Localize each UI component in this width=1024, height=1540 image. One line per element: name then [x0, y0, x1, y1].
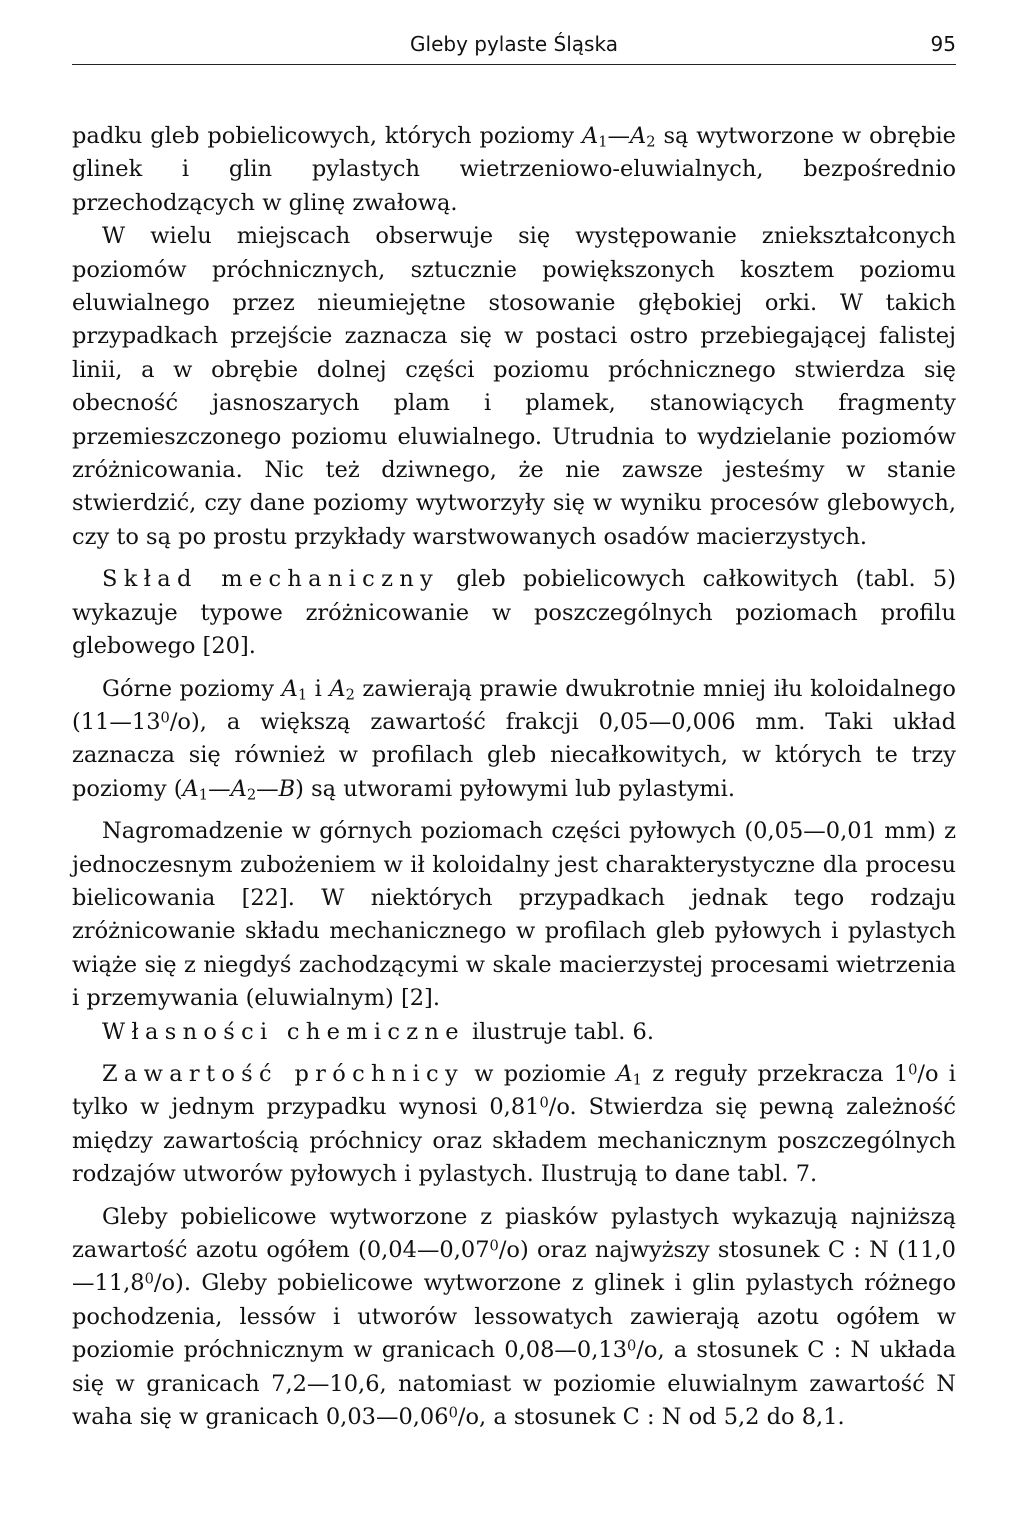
body-text: [72, 120, 956, 1434]
paragraph-1: padku gleb pobielicowych, których poziomy $A_1—A_2$ są wytworzone w obrębie glinek i glin pylastych wietrzeniowo-eluwialnych, bezpośrednio przechodzących w glinę zwałową.: [72, 123, 956, 216]
paragraph-7: Zawartość próchnicy w poziomie $A_1$ z reguły przekracza $1^0/o$ i tylko w jednym przypadku wynosi 0,81$^0$/o. Stwierdza się pewną zależność między zawartością próchnicy oraz składem mechanicznym poszczególnych rodzajów utworów pyłowych i pylastych. Ilustrują to dane tabl. 7.: [72, 1060, 956, 1188]
paragraph-5: Nagromadzenie w górnych poziomach części pyłowych (0,05—0,01 mm) z jednoczesnym zubożeniem w ił koloidalny jest charakterystyczne dla procesu bielicowania [22]. W niektórych przypadkach jednak tego rodzaju zróżnicowanie składu mechanicznego w profilach gleb pyłowych i pylastych wiąże się z niegdyś zachodzącymi w skale macierzystej procesami wietrzenia i przemywania (eluwialnym) [2].: [72, 818, 956, 1012]
running-title: Gleby pylaste Śląska: [410, 32, 618, 56]
running-header: [72, 30, 956, 62]
paragraph-6: Własności chemiczne ilustruje tabl. 6.: [102, 1018, 654, 1045]
paragraph-4: Górne poziomy $A_1$ i $A_2$ zawierają prawie dwukrotnie mniej iłu koloidalnego $(11—13^0/o)$, a większą zawartość frakcji 0,05—0,006 mm. Taki układ zaznacza się również w profilach gleb niecałkowitych, w których te trzy poziomy $(A_1—A_2—B)$ są utworami pyłowymi lub pylastymi.: [72, 675, 956, 804]
page: [72, 30, 956, 1431]
page-number: 95: [930, 32, 956, 56]
paragraph-2: W wielu miejscach obserwuje się występowanie zniekształconych poziomów próchnicznych, sztucznie powiększonych kosztem poziomu eluwialnego przez nieumiejętne stosowanie głębokiej orki. W takich przypadkach przejście zaznacza się w postaci ostro przebiegającej falistej linii, a w obrębie dolnej części poziomu próchnicznego stwierdza się obecność jasnoszarych plam i plamek, stanowiących fragmenty przemieszczonego poziomu eluwialnego. Utrudnia to wydzielanie poziomów zróżnicowania. Nic też dziwnego, że nie zawsze jesteśmy w stanie stwierdzić, czy dane poziomy wytworzyły się w wyniku procesów glebowych, czy to są po prostu przykłady warstwowanych osadów macierzystych.: [72, 223, 956, 550]
spaced-heading: Własności chemiczne: [102, 1018, 465, 1045]
spaced-heading: Zawartość próchnicy: [102, 1060, 464, 1087]
spaced-heading: Skład mechaniczny: [102, 566, 440, 593]
header-rule: [72, 64, 956, 65]
paragraph-8: Gleby pobielicowe wytworzone z piasków pylastych wykazują najniższą zawartość azotu ogółem (0,04—0,07$^0$/o) oraz najwyższy stosunek C : N (11,0—11,8$^0$/o). Gleby pobielicowe wytworzone z glinek i glin pylastych różnego pochodzenia, lessów i utworów lessowatych zawierają azotu ogółem w poziomie próchnicznym w granicach 0,08—0,13$^0$/o, a stosunek C : N układa się w granicach 7,2—10,6, natomiast w poziomie eluwialnym zawartość N waha się w granicach 0,03—0,06$^0$/o, a stosunek C : N od 5,2 do 8,1.: [72, 1203, 956, 1431]
paragraph-3: Skład mechaniczny gleb pobielicowych całkowitych (tabl. 5) wykazuje typowe zróżnicowanie w poszczególnych poziomach profilu glebowego [20].: [72, 566, 956, 660]
